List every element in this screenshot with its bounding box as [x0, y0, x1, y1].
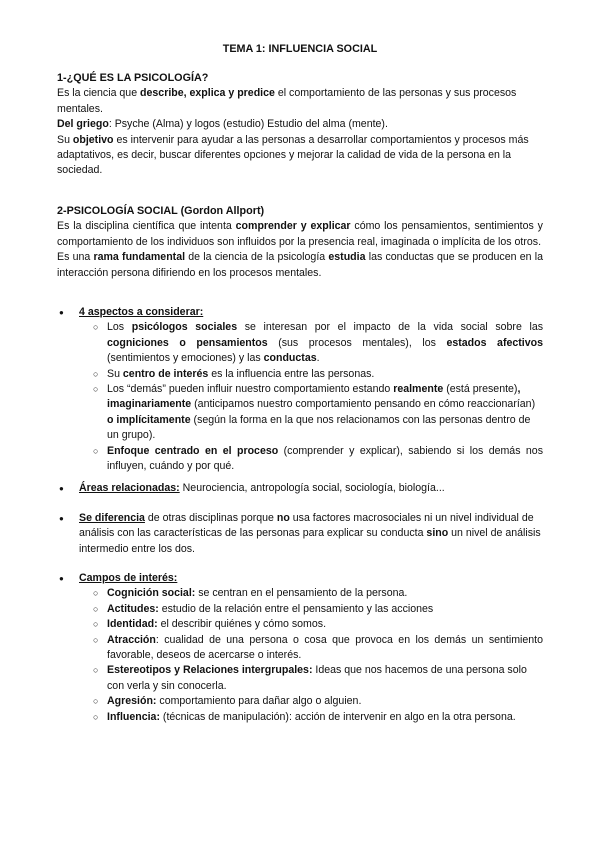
list-item: ○ Los “demás” pueden influir nuestro comportamiento estando realmente (está presente), imaginariamente (anticipamos nuestro comportamiento pensando en cómo reaccionarían) o implícitamente (según la forma en la que nos relacionamos con las personas dentro de un grupo).: [93, 382, 543, 444]
page-title: TEMA 1: INFLUENCIA SOCIAL: [222, 43, 378, 55]
list-item: ● Se diferencia de otras disciplinas porque no usa factores macrosociales ni un nivel individual de análisis con las características de las personas para explicar su conducta sino un nivel de análisis intermedio entre los dos.: [57, 511, 543, 557]
list-item: ○ Identidad: el describir quiénes y cómo somos.: [93, 617, 543, 632]
list-item: ● 4 aspectos a considerar: ○ Los psicólogos sociales se interesan por el impacto de la vida social sobre las cogniciones o pensamientos (sus procesos mentales), los estados afectivos (sentimientos y emociones) y las conductas. ○ Su centro de interés es la influencia entre las personas. ○ Los “demás” pueden influir nuestro comportamiento estando realmente (está presente), imaginariamente (anticipamos nuestro comportamiento pensando en cómo reaccionarían) o implícitamente (según la forma en la que nos relacionamos con las personas dentro de un grupo). ○ Enfoque centrado en el proceso (comprender y explicar), sabiendo si los demás nos influyen, cuándo y por qué.: [57, 305, 543, 474]
list-item: ○ Los psicólogos sociales se interesan por el impacto de la vida social sobre las cogniciones o pensamientos (sus procesos mentales), los estados afectivos (sentimientos y emociones) y las conductas.: [93, 320, 543, 366]
section-1-heading: 1-¿QUÉ ES LA PSICOLOGÍA?: [57, 72, 209, 84]
list-item: ○ Agresión: comportamiento para dañar algo o alguien.: [93, 694, 543, 709]
section-1-para-3: Su objetivo es intervenir para ayudar a las personas a desarrollar comportamientos y procesos más adaptativos, es decir, buscar diferentes opciones y mejorar la calidad de vida de la persona en la sociedad.: [57, 133, 529, 177]
list-item: ○ Estereotipos y Relaciones intergrupales: Ideas que nos hacemos de una persona solo con verla y sin conocerla.: [93, 663, 543, 694]
list-item: ○ Influencia: (técnicas de manipulación): acción de intervenir en algo en la otra persona.: [93, 710, 543, 725]
section-2-heading: 2-PSICOLOGÍA SOCIAL (Gordon Allport): [57, 205, 265, 217]
list-item: ○ Atracción: cualidad de una persona o cosa que provoca en los demás un sentimiento favorable, deseos de acercarse o interés.: [93, 633, 543, 664]
section-1-para-2: Del griego: Psyche (Alma) y logos (estudio) Estudio del alma (mente).: [57, 118, 388, 131]
section-2-para-2: Es una rama fundamental de la ciencia de la psicología estudia las conductas que se producen en la interacción persona difiriendo en los procesos mentales.: [57, 251, 543, 279]
aspects-block: [57, 305, 543, 474]
section-social-psychology: [57, 204, 543, 281]
list-item: ○ Actitudes: estudio de la relación entre el pensamiento y las acciones: [93, 602, 543, 617]
list-item: ○ Su centro de interés es la influencia entre las personas.: [93, 367, 543, 382]
difference-block: [57, 511, 543, 557]
related-areas-block: [57, 481, 543, 496]
section-what-is-psychology: [57, 71, 543, 179]
list-item: ○ Cognición social: se centran en el pensamiento de la persona.: [93, 586, 543, 601]
section-2-para-1: Es la disciplina científica que intenta comprender y explicar cómo los pensamientos, sentimientos y comportamiento de los individuos son influidos por la presencia real, imaginada o implícita de los otros.: [57, 220, 543, 248]
fields-of-interest-block: [57, 571, 543, 725]
list-item: ● Áreas relacionadas: Neurociencia, antropología social, sociología, biología...: [57, 481, 543, 496]
list-item: ○ Enfoque centrado en el proceso (comprender y explicar), sabiendo si los demás nos influyen, cuándo y por qué.: [93, 444, 543, 475]
list-item: ● Campos de interés: ○ Cognición social: se centran en el pensamiento de la persona. ○ Actitudes: estudio de la relación entre el pensamiento y las acciones ○ Identidad: el describir quiénes y cómo somos. ○ Atracción: cualidad de una persona o cosa que provoca en los demás un sentimiento favorable, deseos de acercarse o interés. ○ Estereotipos y Relaciones intergrupales: Ideas que nos hacemos de una persona solo con verla y sin conocerla. ○ Agresión: comportamiento para dañar algo o alguien. ○ Influencia: (técnicas de manipulación): acción de intervenir en algo en la otra persona.: [57, 571, 543, 725]
section-1-para-1: Es la ciencia que describe, explica y predice el comportamiento de las personas y sus procesos mentales.: [57, 87, 517, 115]
